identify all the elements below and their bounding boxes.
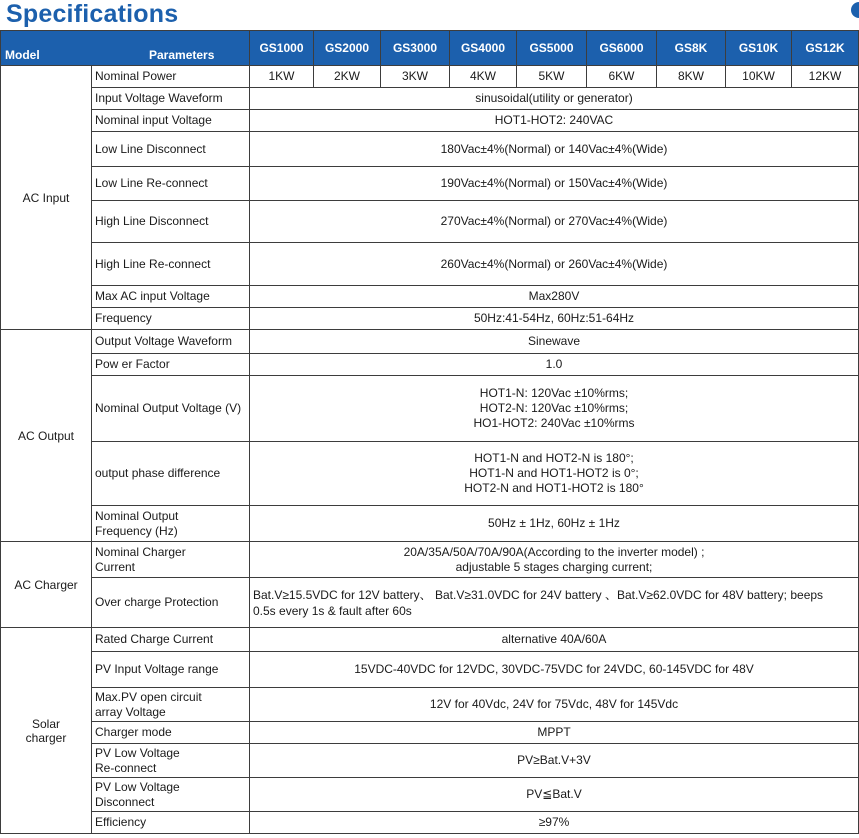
label-line: PV Low Voltage (95, 779, 180, 794)
power-cell: 3KW (381, 66, 450, 88)
power-cell: 6KW (587, 66, 657, 88)
specifications-table (0, 30, 859, 834)
value-line: HOT1-N and HOT1-HOT2 is 0°; (469, 466, 639, 480)
param-value (250, 578, 859, 628)
model-header: GS5000 (517, 31, 587, 66)
power-cell: 4KW (450, 66, 517, 88)
param-label: Efficiency (92, 812, 250, 834)
model-header: GS10K (726, 31, 792, 66)
table-row (1, 688, 859, 722)
value-line: Bat.V≥15.5VDC for 12V battery、 Bat.V≥31.0VDC for 24V battery 、Bat.V≥62.0VDC for 48V battery; beeps (253, 587, 824, 602)
param-label (92, 688, 250, 722)
value-line: HOT2-N and HOT1-HOT2 is 180° (464, 481, 644, 495)
param-value: 12V for 40Vdc, 24V for 75Vdc, 48V for 145Vdc (250, 688, 859, 722)
param-label: Pow er Factor (92, 354, 250, 376)
label-line: Nominal Output (95, 508, 179, 523)
param-value: 1.0 (250, 354, 859, 376)
param-value: HOT1-HOT2: 240VAC (250, 110, 859, 132)
table-row (1, 506, 859, 542)
value-line: HOT2-N: 120Vac ±10%rms; (479, 401, 629, 415)
param-label: Low Line Re-connect (92, 167, 250, 201)
param-label (92, 542, 250, 578)
table-row (1, 354, 859, 376)
table-row (1, 442, 859, 506)
table-row (1, 628, 859, 652)
param-value: Sinewave (250, 330, 859, 354)
param-value (250, 442, 859, 506)
param-value: 190Vac±4%(Normal) or 150Vac±4%(Wide) (250, 167, 859, 201)
param-label (92, 744, 250, 778)
header-row (1, 31, 859, 66)
param-value: 15VDC-40VDC for 12VDC, 30VDC-75VDC for 24VDC, 60-145VDC for 48V (250, 652, 859, 688)
param-value: 50Hz ± 1Hz, 60Hz ± 1Hz (250, 506, 859, 542)
param-label: Nominal Output Voltage (V) (92, 376, 250, 442)
group-ac-output: AC Output (1, 330, 92, 542)
param-label: Nominal input Voltage (92, 110, 250, 132)
model-header: GS3000 (381, 31, 450, 66)
param-label: Frequency (92, 308, 250, 330)
param-label: Over charge Protection (92, 578, 250, 628)
parameters-label: Parameters (149, 48, 215, 62)
power-cell: 5KW (517, 66, 587, 88)
page-title: Specifications (6, 0, 179, 28)
param-label: High Line Re-connect (92, 243, 250, 286)
model-header: GS4000 (450, 31, 517, 66)
value-line: 20A/35A/50A/70A/90A(According to the inverter model) ; (403, 544, 705, 559)
group-line: charger (25, 730, 67, 745)
table-row (1, 88, 859, 110)
value-line: 0.5s every 1s & fault after 60s (253, 603, 412, 618)
corner-circle-icon (851, 2, 859, 18)
param-label: Output Voltage Waveform (92, 330, 250, 354)
label-line: array Voltage (95, 704, 166, 719)
power-cell: 1KW (250, 66, 314, 88)
param-value: sinusoidal(utility or generator) (250, 88, 859, 110)
table-row (1, 286, 859, 308)
param-value: 180Vac±4%(Normal) or 140Vac±4%(Wide) (250, 132, 859, 167)
param-value: alternative 40A/60A (250, 628, 859, 652)
table-row (1, 308, 859, 330)
power-cell: 8KW (657, 66, 726, 88)
model-parameters-header (1, 31, 250, 66)
param-label (92, 778, 250, 812)
param-value: PV≦Bat.V (250, 778, 859, 812)
table-row (1, 578, 859, 628)
param-label: Rated Charge Current (92, 628, 250, 652)
table-row (1, 110, 859, 132)
param-value: 260Vac±4%(Normal) or 260Vac±4%(Wide) (250, 243, 859, 286)
group-ac-input: AC Input (1, 66, 92, 330)
param-value: 50Hz:41-54Hz, 60Hz:51-64Hz (250, 308, 859, 330)
param-label: PV Input Voltage range (92, 652, 250, 688)
table-row (1, 778, 859, 812)
param-label: output phase difference (92, 442, 250, 506)
table-row (1, 132, 859, 167)
label-line: Frequency (Hz) (95, 523, 178, 538)
label-line: PV Low Voltage (95, 745, 180, 760)
table-row (1, 376, 859, 442)
table-row (1, 812, 859, 834)
label-line: Re-connect (95, 760, 157, 775)
table-row (1, 744, 859, 778)
model-header: GS1000 (250, 31, 314, 66)
value-line: HOT1-N: 120Vac ±10%rms; (479, 386, 629, 400)
table-row (1, 66, 859, 88)
value-line: HO1-HOT2: 240Vac ±10%rms (473, 416, 635, 430)
param-label: High Line Disconnect (92, 201, 250, 243)
param-label: Max AC input Voltage (92, 286, 250, 308)
table-row (1, 652, 859, 688)
table-row (1, 167, 859, 201)
power-cell: 2KW (314, 66, 381, 88)
label-line: Nominal Charger (95, 544, 186, 559)
param-value (250, 542, 859, 578)
label-line: Max.PV open circuit (95, 689, 202, 704)
power-cell: 12KW (792, 66, 859, 88)
table-row (1, 542, 859, 578)
param-label: Low Line Disconnect (92, 132, 250, 167)
value-line: adjustable 5 stages charging current; (455, 559, 653, 574)
model-header: GS8K (657, 31, 726, 66)
model-header: GS6000 (587, 31, 657, 66)
table-row (1, 722, 859, 744)
param-label: Nominal Power (92, 66, 250, 88)
table-row (1, 330, 859, 354)
label-line: Disconnect (95, 794, 155, 809)
param-value: 270Vac±4%(Normal) or 270Vac±4%(Wide) (250, 201, 859, 243)
model-header: GS2000 (314, 31, 381, 66)
label-line: Current (95, 559, 136, 574)
param-label: Charger mode (92, 722, 250, 744)
param-value: ≥97% (250, 812, 859, 834)
table-row (1, 243, 859, 286)
model-label: Model (5, 48, 40, 62)
param-value (250, 376, 859, 442)
table-row (1, 201, 859, 243)
param-label: Input Voltage Waveform (92, 88, 250, 110)
power-cell: 10KW (726, 66, 792, 88)
param-value: Max280V (250, 286, 859, 308)
param-value: PV≥Bat.V+3V (250, 744, 859, 778)
param-label (92, 506, 250, 542)
group-line: Solar (31, 716, 60, 731)
group-ac-charger: AC Charger (1, 542, 92, 628)
group-solar-charger (1, 628, 92, 834)
value-line: HOT1-N and HOT2-N is 180°; (474, 451, 634, 465)
param-value: MPPT (250, 722, 859, 744)
model-header: GS12K (792, 31, 859, 66)
